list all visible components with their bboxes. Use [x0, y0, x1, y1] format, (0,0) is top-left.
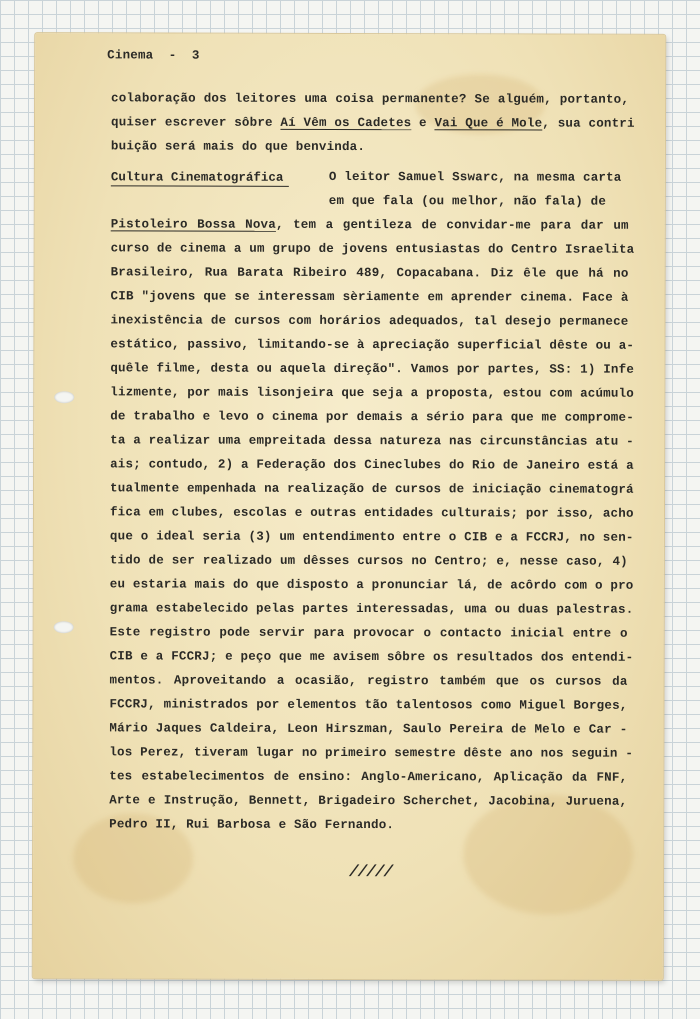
punch-hole: [54, 391, 74, 403]
text-line: fica em clubes, escolas e outras entidades culturais; por isso, acho: [109, 505, 634, 521]
film-title: Vai Que é Mole: [434, 116, 543, 131]
typed-page: [33, 33, 665, 980]
text-line: O leitor Samuel Sswarc, na mesma carta: [328, 169, 622, 185]
text-line: CIB e a FCCRJ; e peço que me avisem sôbre os resultados dos entendi-: [109, 649, 634, 665]
section-title: Cultura Cinematográfica: [111, 170, 289, 186]
text-line: CIB "jovens que se interessam sèriamente em aprender cinema. Face à: [110, 289, 629, 305]
text-line: Pistoleiro Bossa Nova, tem a gentileza de convidar-me para dar um: [110, 217, 629, 233]
text-line: tes estabelecimentos de ensino: Anglo-Americano, Aplicação da FNF,: [109, 769, 628, 785]
film-title: Pistoleiro Bossa Nova: [110, 217, 276, 232]
text-line: quiser escrever sôbre Aí Vêm os Cadetes e Vai Que é Mole, sua contri: [110, 115, 635, 131]
text-line: grama estabelecido pelas partes interessadas, uma ou duas palestras.: [109, 601, 634, 617]
text-line: colaboração dos leitores uma coisa permanente? Se alguém, portanto,: [111, 91, 630, 107]
text-line: buição será mais do que benvinda.: [110, 139, 366, 155]
text-line: de trabalho e levo o cinema por demais a sério para que me comprome-: [110, 409, 634, 425]
text-line: ais; contudo, 2) a Federação dos Cineclubes do Rio de Janeiro está a: [110, 457, 634, 473]
text-line: Este registro pode servir para provocar o contacto inicial entre o: [109, 625, 628, 641]
text-line: estático, passivo, limitando-se à apreciação superficial dêste ou a-: [110, 337, 635, 353]
text-line: que o ideal seria (3) um entendimento entre o CIB e a FCCRJ, no sen-: [109, 529, 634, 545]
text-line: Arte e Instrução, Bennett, Brigadeiro Scherchet, Jacobina, Juruena,: [109, 793, 628, 809]
text-line: em que fala (ou melhor, não fala) de: [328, 193, 607, 209]
text-line: tido de ser realizado um dêsses cursos no Centro; e, nesse caso, 4): [109, 553, 628, 569]
punch-hole: [54, 621, 74, 633]
text-line: lizmente, por mais lisonjeira que seja a proposta, estou com acúmulo: [110, 385, 635, 401]
text-line: eu estaria mais do que disposto a pronunciar lá, de acôrdo com o pro: [109, 577, 634, 593]
film-title: Aí Vêm os Cadetes: [280, 115, 412, 131]
text-line: FCCRJ, ministrados por elementos tão talentosos como Miguel Borges,: [109, 697, 628, 713]
text-line: los Perez, tiveram lugar no primeiro semestre dêste ano nos seguin -: [109, 745, 634, 761]
text-line: ta a realizar uma empreitada dessa natureza nas circunstâncias atu -: [110, 433, 634, 449]
end-mark: /////: [349, 863, 393, 882]
text-line: Mário Jaques Caldeira, Leon Hirszman, Saulo Pereira de Melo e Car -: [109, 721, 628, 737]
text-line: Pedro II, Rui Barbosa e São Fernando.: [109, 817, 395, 833]
stain: [463, 794, 633, 914]
text-line: curso de cinema a um grupo de jovens entusiastas do Centro Israelita: [110, 241, 635, 257]
text-line: quêle filme, desta ou aquela direção". Vamos por partes, SS: 1) Infe: [110, 361, 635, 377]
text-line: Brasileiro, Rua Barata Ribeiro 489, Copacabana. Diz êle que há no: [110, 265, 629, 281]
text-line: inexistência de cursos com horários adequados, tal desejo permanece: [110, 313, 629, 329]
text-line: tualmente empenhada na realização de cursos de iniciação cinematográ: [110, 481, 634, 497]
page-header: Cinema - 3: [107, 48, 200, 63]
text-line: mentos. Aproveitando a ocasião, registro também que os cursos da: [109, 673, 628, 689]
